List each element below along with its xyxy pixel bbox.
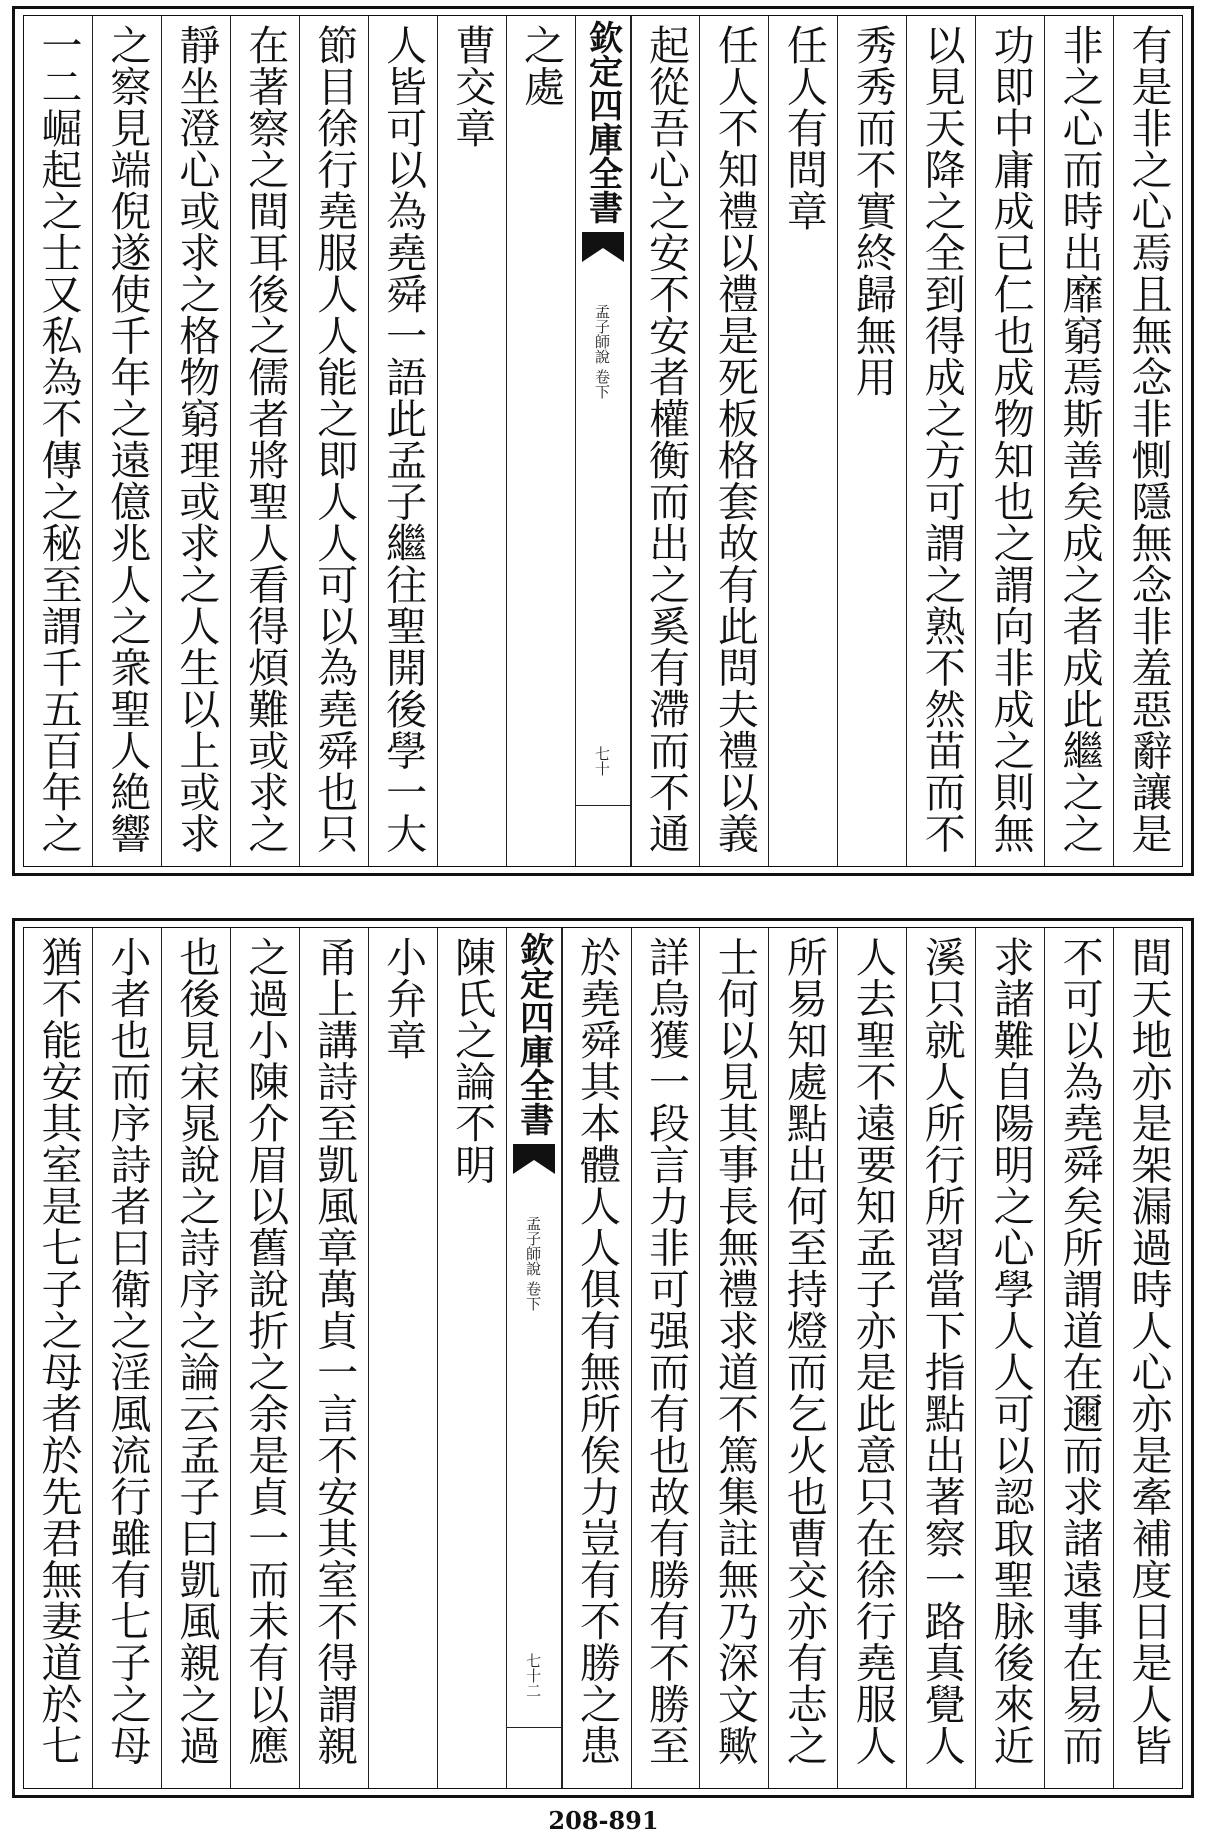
text-column — [1044, 16, 1113, 866]
column-text: 士何以見其事長無禮求道不篤集註無乃深文歟 — [710, 936, 759, 1766]
bottom-page — [12, 918, 1194, 1798]
banner-book-title: 孟子師說 卷下 — [593, 304, 611, 399]
text-column — [837, 928, 906, 1788]
column-text: 於堯舜其本體人人俱有無所俟力豈有不勝之患 — [573, 936, 622, 1766]
text-column — [975, 16, 1044, 866]
text-column — [299, 928, 368, 1788]
column-text: 求諸難自陽明之心學人人可以認取聖脉後來近 — [986, 936, 1035, 1766]
text-column — [906, 16, 975, 866]
banner-folio: 七十 — [593, 746, 611, 776]
text-column — [161, 928, 230, 1788]
column-text: 節目徐行堯服人人能之即人人可以為堯舜也只 — [310, 24, 359, 854]
text-column — [562, 928, 631, 1788]
column-text: 以見天降之全到得成之方可謂之熟不然苗而不 — [917, 24, 966, 854]
banner-title: 欽定四庫全書 — [513, 932, 554, 1136]
column-text: 溪只就人所行所習當下指點出著察一路真覺人 — [917, 936, 966, 1766]
text-column — [906, 928, 975, 1788]
text-column — [506, 16, 575, 866]
text-column — [92, 16, 161, 866]
column-text: 之察見端倪遂使千年之遠億兆人之衆聖人絶響 — [103, 24, 152, 854]
text-column — [437, 928, 506, 1788]
column-text: 一二崛起之士又私為不傳之秘至謂千五百年之 — [34, 24, 83, 854]
section-heading — [768, 16, 837, 866]
text-column — [631, 16, 700, 866]
column-text: 甬上講詩至凱風章萬貞一言不安其室不得謂親 — [310, 936, 359, 1766]
column-text: 靜坐澄心或求之格物窮理或求之人生以上或求 — [172, 24, 221, 854]
section-heading — [368, 928, 437, 1788]
banner-divider — [507, 1727, 561, 1728]
column-text: 非之心而時出靡窮焉斯善矣成之者成此繼之之 — [1055, 24, 1104, 854]
column-text: 秀秀而不實終歸無用 — [848, 24, 897, 398]
column-text: 詳烏獲一段言力非可强而有也故有勝有不勝至 — [641, 936, 690, 1766]
text-column — [24, 928, 92, 1788]
column-text: 任人不知禮以禮是死板格套故有此問夫禮以義 — [710, 24, 759, 854]
column-text: 人去聖不遠要知孟子亦是此意只在徐行堯服人 — [848, 936, 897, 1766]
text-column — [975, 928, 1044, 1788]
text-column — [161, 16, 230, 866]
column-text: 不可以為堯舜矣所謂道在邇而求諸遠事在易而 — [1055, 936, 1104, 1766]
column-text: 任人有問章 — [779, 24, 828, 232]
column-text: 陳氏之論不明 — [448, 936, 497, 1185]
column-text: 有是非之心焉且無念非惻隱無念非羞惡辭讓是 — [1124, 24, 1173, 854]
text-column — [1044, 928, 1113, 1788]
column-text: 人皆可以為堯舜一語此孟子繼往聖開後學一大 — [379, 24, 428, 854]
column-text: 小弁章 — [379, 936, 428, 1061]
text-column — [631, 928, 700, 1788]
column-text: 間天地亦是架漏過時人心亦是牽補度日是人皆 — [1124, 936, 1173, 1766]
banner-title: 欽定四庫全書 — [582, 20, 623, 224]
bottom-text-frame — [23, 927, 1183, 1789]
column-text: 之處 — [517, 24, 566, 107]
text-column — [92, 928, 161, 1788]
text-column — [24, 16, 92, 866]
column-text: 猶不能安其室是七子之母者於先君無妻道於七 — [34, 936, 83, 1766]
top-text-frame — [23, 15, 1183, 867]
column-text: 也後見宋晁說之詩序之論云孟子曰凱風親之過 — [172, 936, 221, 1766]
text-column — [1113, 928, 1182, 1788]
top-page — [12, 6, 1194, 876]
page-number: 208-891 — [548, 1806, 659, 1835]
text-column — [837, 16, 906, 866]
text-column — [368, 16, 437, 866]
column-text: 之過小陳介眉以舊說折之余是貞一而未有以應 — [241, 936, 290, 1766]
banner-folio: 七十二 — [524, 1653, 543, 1698]
column-text: 功即中庸成已仁也成物知也之謂向非成之則無 — [986, 24, 1035, 854]
center-banner — [575, 16, 631, 866]
text-column — [230, 16, 299, 866]
text-column — [768, 928, 837, 1788]
fishtail-mark-icon — [511, 1142, 557, 1176]
fishtail-mark-icon — [580, 230, 626, 264]
text-column — [699, 928, 768, 1788]
section-heading — [437, 16, 506, 866]
text-column — [1113, 16, 1182, 866]
text-column — [299, 16, 368, 866]
column-text: 小者也而序詩者曰衛之淫風流行雖有七子之母 — [103, 936, 152, 1766]
text-column — [230, 928, 299, 1788]
column-text: 曹交章 — [448, 24, 497, 149]
column-text: 在著察之間耳後之儒者將聖人看得煩難或求之 — [241, 24, 290, 854]
text-column — [699, 16, 768, 866]
banner-divider — [576, 805, 630, 806]
center-banner — [506, 928, 562, 1788]
column-text: 所易知處點出何至持燈而乞火也曹交亦有志之 — [779, 936, 828, 1766]
banner-book-title: 孟子師說 卷下 — [524, 1216, 543, 1311]
column-text: 起從吾心之安不安者權衡而出之奚有滯而不通 — [641, 24, 690, 854]
